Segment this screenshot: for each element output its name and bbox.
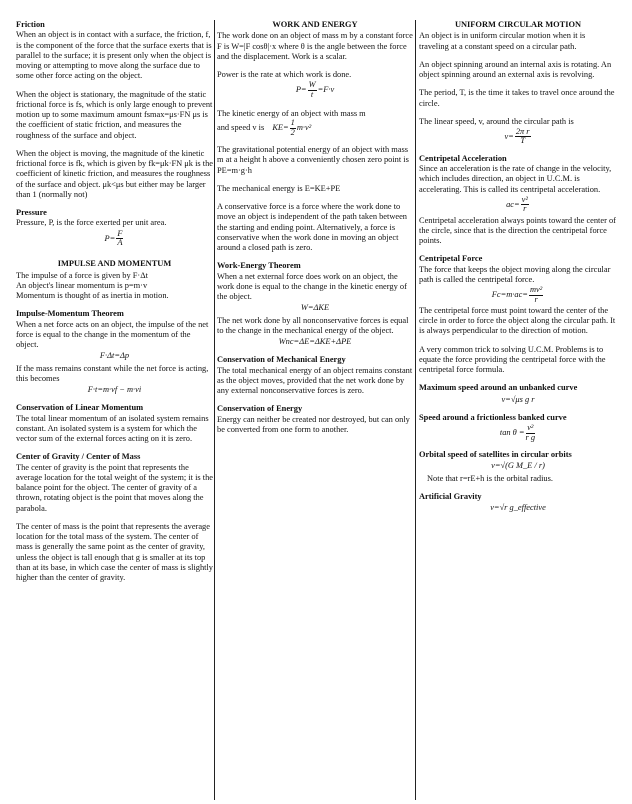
power-fraction bbox=[308, 81, 317, 99]
ce-text: Energy can neither be created nor destroyed, but can only be converted from one form to another. bbox=[217, 414, 410, 434]
ke-text-b: and speed v is bbox=[217, 123, 265, 133]
pressure-fraction bbox=[116, 230, 123, 248]
banked-section bbox=[419, 413, 617, 442]
ke-lhs: KE= bbox=[272, 123, 289, 133]
pressure-section bbox=[16, 208, 213, 247]
column-left bbox=[16, 20, 213, 800]
power-rhs: =F·v bbox=[317, 85, 335, 95]
cf-num: mv² bbox=[529, 285, 543, 295]
ca-section bbox=[419, 154, 617, 247]
banked-num: v² bbox=[527, 423, 534, 433]
impulse-title: IMPULSE AND MOMENTUM bbox=[57, 259, 172, 269]
speed-num: 2π r bbox=[515, 127, 530, 136]
banked-lhs: tan θ = bbox=[499, 428, 525, 438]
ke-den: 2 bbox=[290, 127, 295, 137]
pressure-lhs: P= bbox=[104, 233, 116, 243]
ke-text-a: The kinetic energy of an object with mass m bbox=[217, 109, 366, 119]
ca-text: Since an acceleration is the rate of change in the velocity, which includes direction, an object in U.C.M. is accelerating. This is called its centripetal acceleration. bbox=[419, 164, 612, 194]
cf-text3: A very common trick to solving U.C.M. Problems is to equate the force providing the centripetal force with the centripetal force formula. bbox=[419, 344, 606, 375]
friction-p3: When the object is moving, the magnitude of the kinetic frictional force is fk, which is given by fk=μk·FN μk is the coefficient of kinetic friction, and measures the roughness of the surface and object. μk<μs but either may be larger than 1 (normally not) bbox=[16, 148, 213, 199]
orbit-section bbox=[419, 450, 617, 484]
cme-text: The total mechanical energy of an object remains constant as the object moves, provided that the net work done by any external nonconservative forces is zero. bbox=[217, 365, 413, 396]
cme-title: Conservation of Mechanical Energy bbox=[217, 355, 346, 365]
cf-text: The force that keeps the object moving along the circular path is called the centripetal force. bbox=[419, 264, 611, 284]
ca-formula bbox=[419, 196, 617, 214]
imt-title: Impulse-Momentum Theorem bbox=[16, 309, 124, 319]
wet-title: Work-Energy Theorem bbox=[217, 261, 301, 271]
impulse-section bbox=[16, 259, 213, 301]
orbit-title: Orbital speed of satellites in circular orbits bbox=[419, 450, 572, 459]
ucm-p2: An object spinning around an internal axis is rotating. An object spinning around an external axis is revolving. bbox=[419, 59, 612, 79]
ke-fraction bbox=[290, 119, 296, 137]
friction-p1: When an object is in contact with a surface, the friction, f, is the component of the force that the surface exerts that is parallel to the surface; it is present only when the object is moving or attempting to move along the surface due to some other force acting on the object. bbox=[16, 30, 212, 81]
pressure-den: A bbox=[117, 237, 123, 247]
banked-formula bbox=[419, 424, 617, 442]
clm-text: The total linear momentum of an isolated system remains constant. An isolated system is a system for which the vector sum of the external forces acting on it is zero. bbox=[16, 413, 209, 444]
artificial-gravity-title: Artificial Gravity bbox=[419, 491, 482, 501]
pressure-formula bbox=[16, 230, 213, 248]
orbit-formula: v=√(G M_E / r) bbox=[491, 461, 545, 471]
ca-den: r bbox=[523, 204, 527, 214]
impulse-l3: Momentum is thought of as inertia in motion. bbox=[16, 291, 169, 301]
cf-title: Centripetal Force bbox=[419, 254, 483, 264]
ucm-p1: An object is in uniform circular motion when it is traveling at a constant speed on a circular path. bbox=[419, 31, 586, 51]
ca-lhs: ac= bbox=[506, 199, 520, 209]
clm-section bbox=[16, 403, 213, 444]
power-num: W bbox=[308, 80, 316, 90]
impulse-l1: The impulse of a force is given by F·Δt bbox=[16, 270, 148, 280]
friction-p2: When the object is stationary, the magnitude of the static frictional force is fs, which is only large enough to prevent motion up to some maximum amount fsmax=μs·FN μs is the coefficient of static friction, and measures the roughness of the surface and object. bbox=[16, 89, 213, 140]
imt-section bbox=[16, 309, 213, 395]
speed-lhs: v= bbox=[504, 131, 514, 141]
friction-section bbox=[16, 20, 213, 200]
ca-text2: Centripetal acceleration always points toward the center of the circle, since that is the direction the centripetal force points. bbox=[419, 215, 616, 246]
cf-den: r bbox=[534, 294, 538, 304]
wet-section bbox=[217, 261, 413, 347]
cg-title: Center of Gravity / Center of Mass bbox=[16, 452, 141, 462]
imt-text2: If the mass remains constant while the net force is acting, this becomes bbox=[16, 363, 209, 383]
column-divider-left bbox=[214, 20, 215, 800]
imt-formula-2: F·t=m·vf − m·vi bbox=[87, 385, 142, 395]
ucm-title: UNIFORM CIRCULAR MOTION bbox=[454, 20, 582, 29]
ucm-p4: The linear speed, v, around the circular path is bbox=[419, 116, 574, 126]
cf-section bbox=[419, 254, 617, 375]
max-speed-section bbox=[419, 383, 617, 405]
max-speed-title: Maximum speed around an unbanked curve bbox=[419, 383, 578, 393]
clm-title: Conservation of Linear Momentum bbox=[16, 403, 144, 413]
gpe-text: The gravitational potential energy of an object with mass m at a height h above a conveniently chosen zero point is PE=m·g·h bbox=[217, 145, 409, 175]
mech-energy-text: The mechanical energy is E=KE+PE bbox=[217, 183, 341, 193]
column-right bbox=[419, 20, 617, 800]
pressure-num: F bbox=[117, 228, 123, 238]
cg-p1: The center of gravity is the point that represents the average location for the total weight of the system; it is the balance point for the object. The center of gravity of a thrown, rotating object is the point that moves along the parabola. bbox=[16, 462, 213, 513]
artificial-gravity-section bbox=[419, 492, 617, 514]
pressure-text: Pressure, P, is the force exerted per unit area. bbox=[16, 218, 167, 228]
ke-formula bbox=[272, 118, 312, 137]
cf-text2: The centripetal force must point toward the center of the circle in order to force the object along the circular path. It is always perpendicular to the direction of motion. bbox=[419, 305, 616, 336]
ucm-p3: The period, T, is the time it takes to travel once around the circle. bbox=[419, 88, 615, 108]
ke-line bbox=[217, 119, 413, 137]
ucm-section bbox=[419, 20, 617, 146]
ke-rhs: m·v² bbox=[296, 123, 312, 133]
wet-text2: The net work done by all nonconservative forces is equal to the change in the mechanical energy of the object. bbox=[217, 315, 409, 335]
max-speed-formula: v=√μs g r bbox=[501, 394, 535, 404]
power-text: Power is the rate at which work is done. bbox=[217, 70, 352, 79]
cf-fraction bbox=[529, 286, 543, 304]
cg-p2: The center of mass is the point that represents the average location for the total mass of the system. The center of mass is generally the same point as the center of gravity, unless the object is tall enough that g is smaller at its top than at its base, in which case the center of mass is slightly higher than the center of gravity. bbox=[16, 521, 213, 583]
work-energy-section bbox=[217, 20, 413, 253]
cme-section bbox=[217, 355, 413, 396]
speed-formula bbox=[419, 128, 617, 146]
wet-text: When a net external force does work on an object, the work done is equal to the change in the kinetic energy of the object. bbox=[217, 271, 407, 302]
imt-text: When a net force acts on an object, the impulse of the net force is equal to the change in the momentum of the object. bbox=[16, 319, 209, 350]
ke-num: 1 bbox=[290, 118, 295, 128]
column-middle bbox=[217, 20, 413, 800]
work-energy-title: WORK AND ENERGY bbox=[272, 20, 358, 29]
column-divider-right bbox=[415, 20, 416, 800]
artificial-gravity-formula: v=√r g_effective bbox=[490, 503, 546, 512]
pressure-title: Pressure bbox=[16, 208, 47, 217]
cf-formula bbox=[419, 286, 617, 304]
cf-lhs: Fc=m·ac= bbox=[491, 289, 528, 299]
friction-title: Friction bbox=[16, 20, 45, 29]
power-den: t bbox=[310, 89, 314, 99]
power-formula bbox=[217, 81, 413, 99]
speed-fraction bbox=[515, 128, 531, 146]
cg-section bbox=[16, 452, 213, 583]
wet-formula-1: W=ΔKE bbox=[300, 303, 330, 313]
impulse-l2: An object's linear momentum is p=m·v bbox=[16, 280, 148, 290]
ca-num: v² bbox=[521, 194, 528, 204]
ca-fraction bbox=[521, 196, 529, 214]
work-energy-p1: The work done on an object of mass m by a constant force F is W=|F cosθ|·x where θ is the angle between the force and the displacement. Work is a scalar. bbox=[217, 31, 413, 61]
orbit-note: Note that r=rE+h is the orbital radius. bbox=[427, 473, 553, 483]
ce-title: Conservation of Energy bbox=[217, 404, 303, 414]
ce-section bbox=[217, 404, 413, 435]
conservative-force-text: A conservative force is a force where the work done to move an object is independent of the path taken between the starting and ending point. Alternatively, a force is conservative when the work done in moving an object around a closed path is zero. bbox=[217, 202, 407, 253]
ca-title: Centripetal Acceleration bbox=[419, 153, 507, 163]
speed-den: T bbox=[520, 136, 526, 146]
banked-title: Speed around a frictionless banked curve bbox=[419, 412, 567, 422]
power-lhs: P= bbox=[295, 85, 307, 95]
wet-formula-2: Wnc=ΔE=ΔKE+ΔPE bbox=[278, 337, 352, 347]
banked-fraction bbox=[526, 424, 536, 442]
banked-den: r g bbox=[525, 432, 536, 442]
imt-formula-1: F·Δt=Δp bbox=[99, 351, 130, 361]
